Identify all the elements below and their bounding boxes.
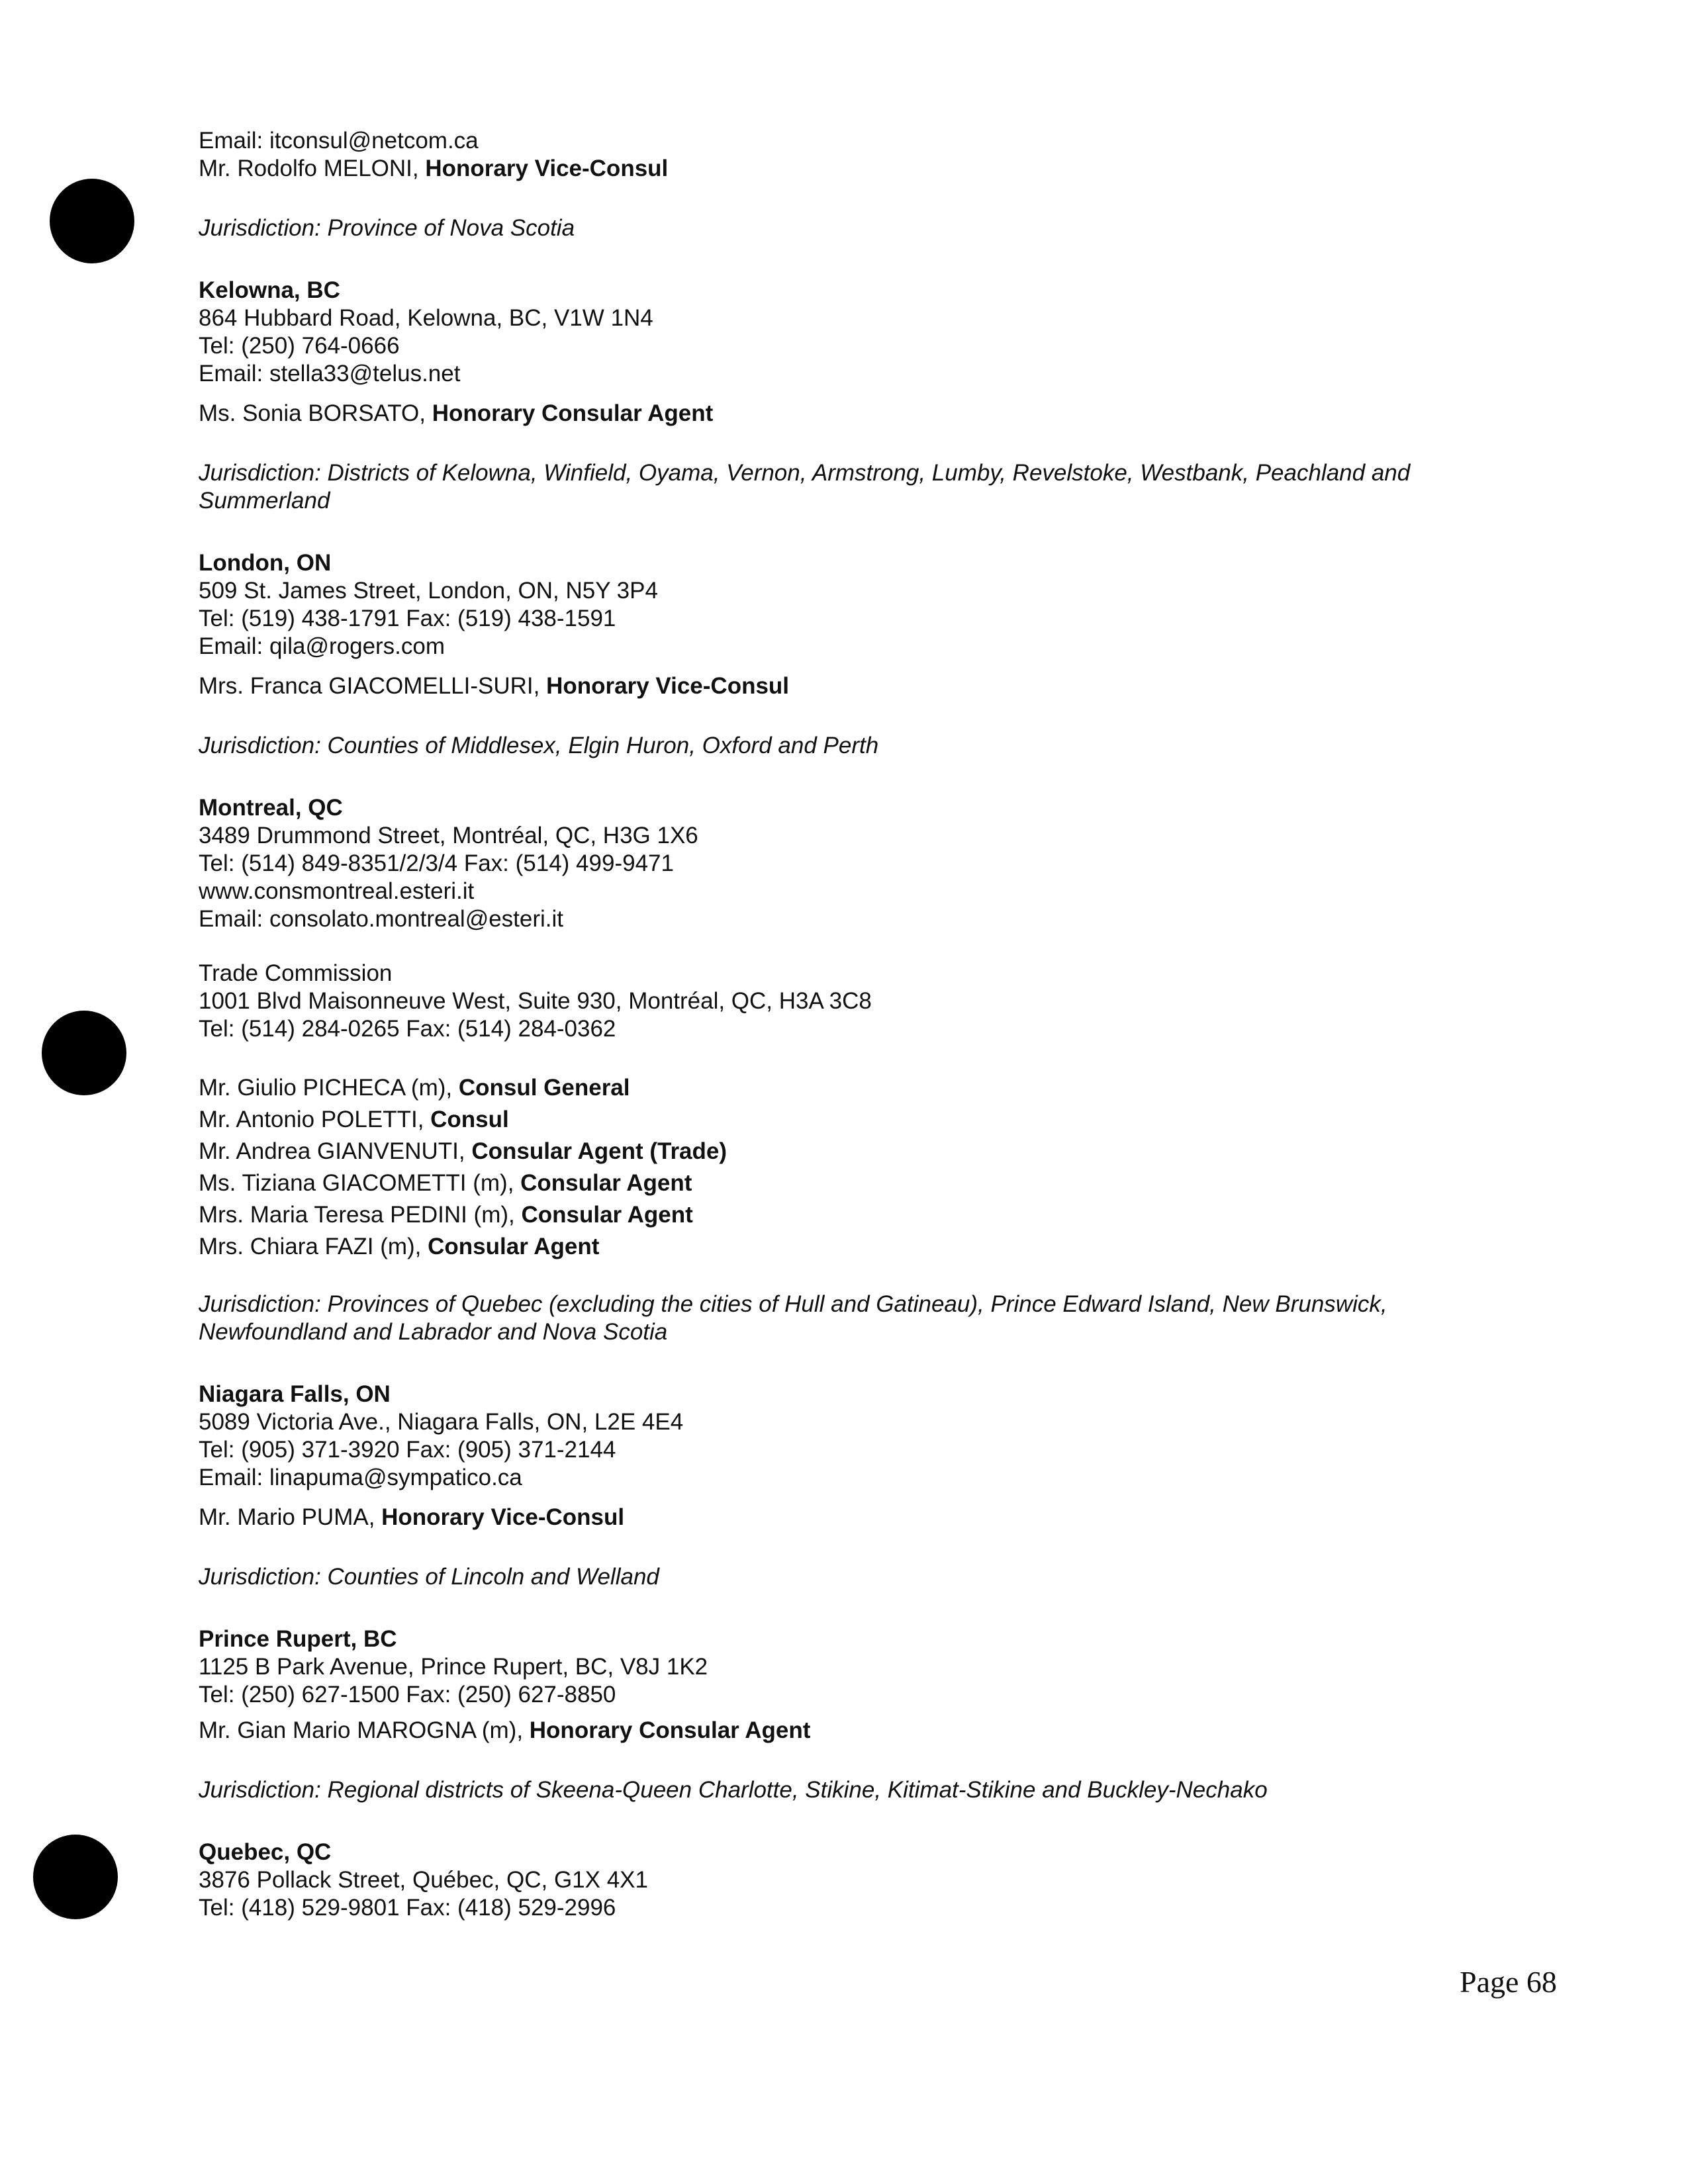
tel-line: Tel: (418) 529-9801 Fax: (418) 529-2996 <box>199 1895 616 1921</box>
contact-name: Mr. Gian Mario MAROGNA (m), <box>199 1717 530 1743</box>
jurisdiction-line <box>199 1291 1516 1346</box>
contact-name: Ms. Sonia BORSATO, <box>199 400 432 426</box>
contact-line <box>199 155 1516 183</box>
section-heading: Niagara Falls, ON <box>199 1381 391 1407</box>
address-line: 864 Hubbard Road, Kelowna, BC, V1W 1N4 <box>199 305 653 331</box>
staff-item <box>199 1072 1516 1104</box>
jurisdiction-label: Jurisdiction: <box>199 1564 321 1590</box>
jurisdiction-line <box>199 732 1516 760</box>
staff-name: Mr. Andrea GIANVENUTI, <box>199 1138 472 1164</box>
page-number: Page 68 <box>1460 1965 1557 1999</box>
email-line: Email: itconsul@netcom.ca <box>199 128 479 154</box>
staff-name: Mrs. Maria Teresa PEDINI (m), <box>199 1202 522 1228</box>
staff-item <box>199 1199 1516 1231</box>
email-line: Email: consolato.montreal@esteri.it <box>199 906 564 932</box>
contact-title: Honorary Vice-Consul <box>425 156 669 181</box>
staff-name: Ms. Tiziana GIACOMETTI (m), <box>199 1170 521 1196</box>
trade-tel-line: Tel: (514) 284-0265 Fax: (514) 284-0362 <box>199 1016 616 1042</box>
jurisdiction-text: Counties of Lincoln and Welland <box>320 1564 659 1590</box>
tel-line: Tel: (519) 438-1791 Fax: (519) 438-1591 <box>199 606 616 631</box>
staff-title: Consular Agent <box>520 1170 692 1196</box>
trade-commission-heading: Trade Commission <box>199 960 393 986</box>
staff-title: Consular Agent <box>428 1234 600 1259</box>
contact-title: Honorary Vice-Consul <box>546 673 790 699</box>
address-line: 1125 B Park Avenue, Prince Rupert, BC, V8J 1K2 <box>199 1654 708 1680</box>
jurisdiction-line <box>199 214 1516 242</box>
jurisdiction-label: Jurisdiction: <box>199 460 321 486</box>
section-heading: London, ON <box>199 550 332 576</box>
contact-line <box>199 1717 1516 1745</box>
jurisdiction-label: Jurisdiction: <box>199 733 321 758</box>
staff-name: Mrs. Chiara FAZI (m), <box>199 1234 428 1259</box>
staff-name: Mr. Antonio POLETTI, <box>199 1107 431 1132</box>
staff-title: Consular Agent <box>521 1202 693 1228</box>
address-line: 3489 Drummond Street, Montréal, QC, H3G 1X6 <box>199 823 698 848</box>
staff-title: Consul <box>430 1107 509 1132</box>
section-london <box>199 549 1516 760</box>
email-line: Email: qila@rogers.com <box>199 633 445 659</box>
section-heading: Quebec, QC <box>199 1839 332 1865</box>
jurisdiction-label: Jurisdiction: <box>199 1291 321 1317</box>
staff-item <box>199 1231 1516 1263</box>
jurisdiction-line <box>199 459 1516 515</box>
contact-title: Honorary Consular Agent <box>529 1717 811 1743</box>
tel-line: Tel: (514) 849-8351/2/3/4 Fax: (514) 499-9471 <box>199 850 674 876</box>
staff-item <box>199 1104 1516 1136</box>
contact-line <box>199 400 1516 428</box>
contact-title: Honorary Consular Agent <box>432 400 714 426</box>
contact-line <box>199 672 1516 700</box>
staff-name: Mr. Giulio PICHECA (m), <box>199 1075 459 1101</box>
staff-item <box>199 1136 1516 1167</box>
staff-item <box>199 1167 1516 1199</box>
jurisdiction-text: Provinces of Quebec (excluding the cities of Hull and Gatineau), Prince Edward Island, New Brunswick, Newfoundland and Labrador and Nova Scotia <box>199 1291 1387 1345</box>
consulate-listing <box>199 127 1516 1922</box>
address-line: 509 St. James Street, London, ON, N5Y 3P4 <box>199 578 658 604</box>
section-niagara-falls <box>199 1381 1516 1591</box>
trade-address-line: 1001 Blvd Maisonneuve West, Suite 930, Montréal, QC, H3A 3C8 <box>199 988 872 1014</box>
tel-line: Tel: (250) 764-0666 <box>199 333 400 359</box>
section-quebec <box>199 1839 1516 1922</box>
email-line: Email: linapuma@sympatico.ca <box>199 1465 522 1490</box>
jurisdiction-text: Regional districts of Skeena-Queen Charlotte, Stikine, Kitimat-Stikine and Buckley-Nechako <box>320 1777 1268 1803</box>
contact-line <box>199 1504 1516 1531</box>
email-line: Email: stella33@telus.net <box>199 361 461 387</box>
section-prince-rupert <box>199 1625 1516 1804</box>
punch-hole-top <box>50 179 134 263</box>
contact-name: Mr. Rodolfo MELONI, <box>199 156 426 181</box>
section-montreal <box>199 794 1516 1346</box>
jurisdiction-line <box>199 1563 1516 1591</box>
address-line: 5089 Victoria Ave., Niagara Falls, ON, L2E 4E4 <box>199 1409 684 1435</box>
tel-line: Tel: (905) 371-3920 Fax: (905) 371-2144 <box>199 1437 616 1463</box>
address-line: 3876 Pollack Street, Québec, QC, G1X 4X1 <box>199 1867 648 1893</box>
section-heading: Montreal, QC <box>199 795 343 821</box>
section-heading: Prince Rupert, BC <box>199 1626 397 1652</box>
jurisdiction-label: Jurisdiction: <box>199 215 321 241</box>
section-heading: Kelowna, BC <box>199 277 340 303</box>
staff-title: Consul General <box>458 1075 630 1101</box>
punch-hole-middle <box>42 1011 126 1095</box>
website-line: www.consmontreal.esteri.it <box>199 878 475 904</box>
jurisdiction-line <box>199 1776 1516 1804</box>
contact-name: Mrs. Franca GIACOMELLI-SURI, <box>199 673 547 699</box>
punch-hole-bottom <box>33 1835 118 1919</box>
staff-title: Consular Agent (Trade) <box>471 1138 727 1164</box>
staff-list <box>199 1072 1516 1263</box>
contact-title: Honorary Vice-Consul <box>381 1504 625 1530</box>
contact-name: Mr. Mario PUMA, <box>199 1504 382 1530</box>
jurisdiction-text: Counties of Middlesex, Elgin Huron, Oxford and Perth <box>320 733 879 758</box>
section-halifax-continued <box>199 127 1516 242</box>
section-kelowna <box>199 277 1516 515</box>
tel-line: Tel: (250) 627-1500 Fax: (250) 627-8850 <box>199 1682 616 1707</box>
jurisdiction-text: Province of Nova Scotia <box>320 215 575 241</box>
jurisdiction-text: Districts of Kelowna, Winfield, Oyama, Vernon, Armstrong, Lumby, Revelstoke, Westbank, Peachland and Summerland <box>199 460 1411 514</box>
jurisdiction-label: Jurisdiction: <box>199 1777 321 1803</box>
